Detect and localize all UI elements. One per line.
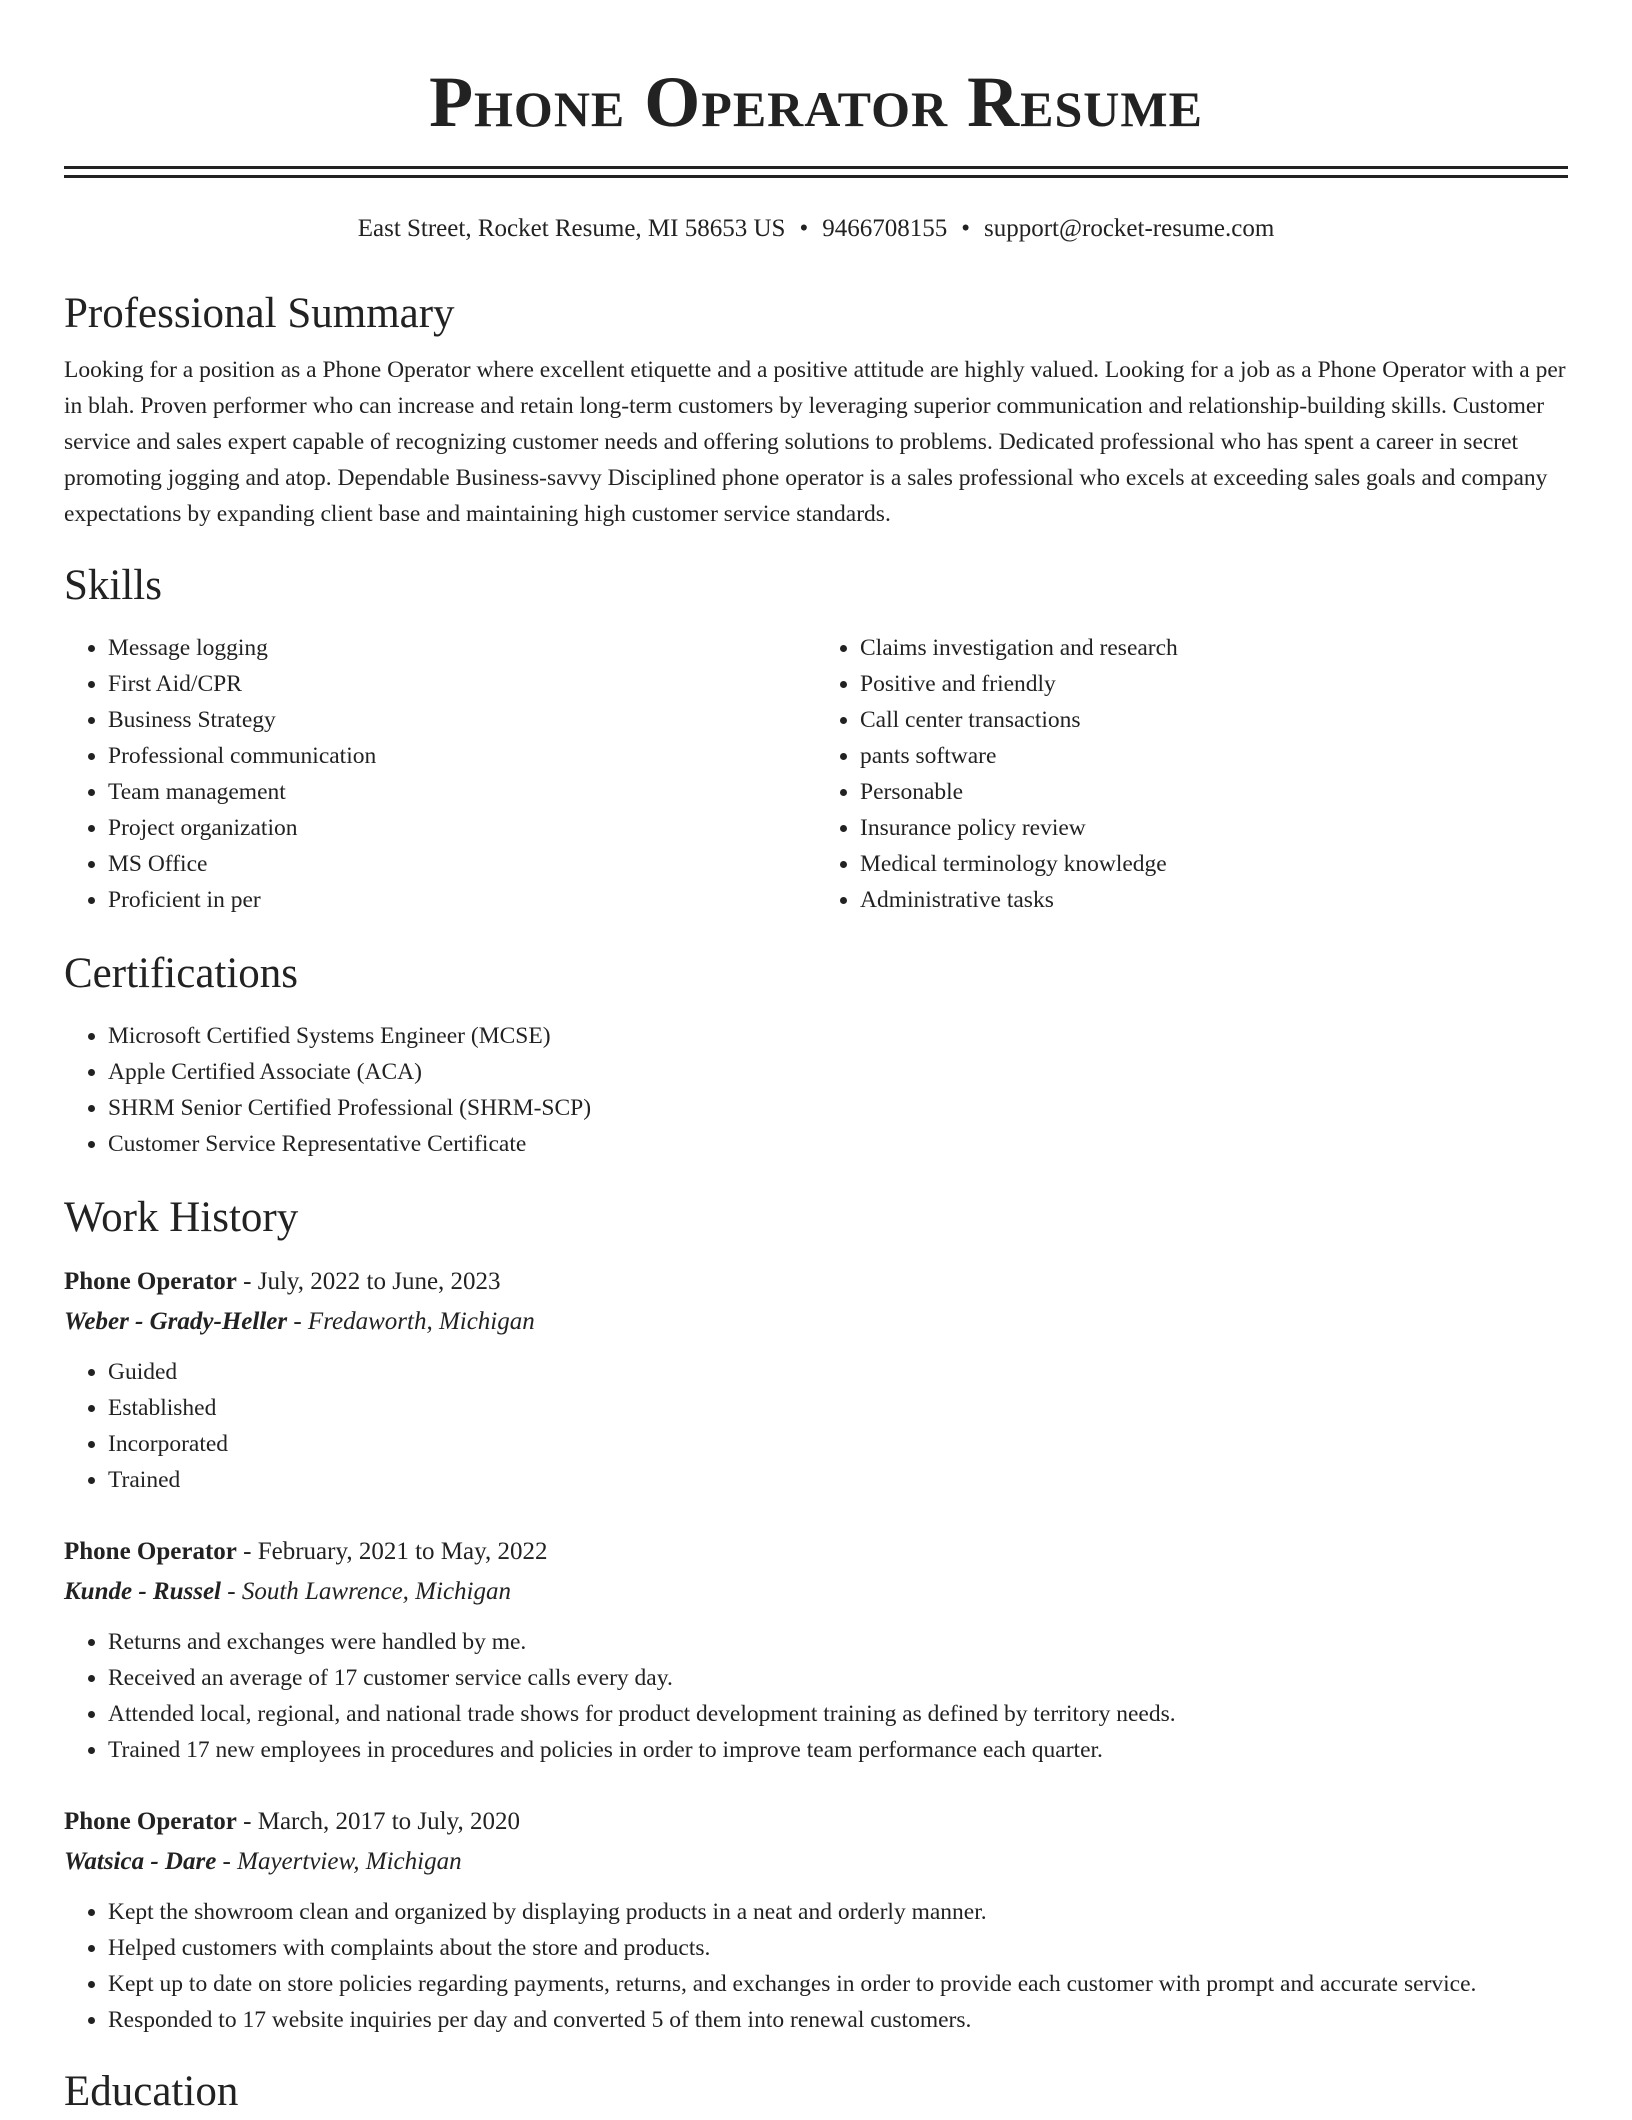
list-item: • Incorporated (108, 1426, 1568, 1462)
contact-address: East Street, Rocket Resume, MI 58653 US (357, 215, 786, 242)
job-company: Weber - Grady-Heller (64, 1308, 288, 1335)
list-item: • Administrative tasks (860, 882, 1568, 918)
contact-phone: 9466708155 (822, 215, 948, 242)
list-item: • Attended local, regional, and national trade shows for product development training as defined by territory needs. (108, 1696, 1568, 1732)
job-dash: - (287, 1308, 308, 1335)
skills-grid (64, 630, 1568, 918)
job-duties-list (64, 1624, 1568, 1768)
job-company: Watsica - Dare (64, 1848, 217, 1875)
job-role: Phone Operator (64, 1268, 237, 1295)
job-title-line (64, 1262, 1568, 1302)
list-item: • pants software (860, 738, 1568, 774)
job-entry (64, 1532, 1568, 1768)
contact-separator: • (799, 215, 809, 242)
job-role: Phone Operator (64, 1538, 237, 1565)
job-location: South Lawrence, Michigan (241, 1578, 511, 1605)
title-rule-bottom (64, 175, 1568, 178)
list-item: • Professional communication (108, 738, 816, 774)
list-item: • SHRM Senior Certified Professional (SHRM-SCP) (108, 1090, 1568, 1126)
summary-section (64, 286, 1568, 532)
job-title-line (64, 1532, 1568, 1572)
list-item: • Kept up to date on store policies regarding payments, returns, and exchanges in order to provide each customer with prompt and accurate service. (108, 1966, 1568, 2002)
list-item: • Insurance policy review (860, 810, 1568, 846)
list-item: • Trained (108, 1462, 1568, 1498)
list-item: • Business Strategy (108, 702, 816, 738)
list-item: • Proficient in per (108, 882, 816, 918)
job-title-line (64, 1802, 1568, 1842)
list-item: • MS Office (108, 846, 816, 882)
job-duties-list (64, 1894, 1568, 2038)
list-item: • Kept the showroom clean and organized by displaying products in a neat and orderly manner. (108, 1894, 1568, 1930)
job-duties-list (64, 1354, 1568, 1498)
job-dash: - (236, 1808, 258, 1835)
list-item: • Medical terminology knowledge (860, 846, 1568, 882)
job-company-line (64, 1842, 1568, 1882)
list-item: • Established (108, 1390, 1568, 1426)
education-heading: Education (64, 2068, 239, 2115)
summary-text: Looking for a position as a Phone Operator where excellent etiquette and a positive attitude are highly valued. Looking for a job as a Phone Operator with a per in blah. Proven performer who can increase and retain long-term customers by leveraging superior communication and relationship-building skills. Customer service and sales expert capable of recognizing customer needs and offering solutions to problems. Dedicated professional who has spent a career in secret promoting jogging and atop. Dependable Business-savvy Disciplined phone operator is a sales professional who excels at exceeding sales goals and company expectations by expanding client base and maintaining high customer service standards. (64, 357, 1566, 527)
list-item: • Guided (108, 1354, 1568, 1390)
skills-heading: Skills (64, 562, 162, 609)
job-dash: - (236, 1268, 258, 1295)
certifications-heading: Certifications (64, 950, 299, 997)
list-item: • Claims investigation and research (860, 630, 1568, 666)
job-dash: - (220, 1578, 242, 1605)
list-item: • Returns and exchanges were handled by me. (108, 1624, 1568, 1660)
list-item: • Message logging (108, 630, 816, 666)
job-company-line (64, 1572, 1568, 1612)
resume-title: Phone Operator Resume (429, 62, 1203, 142)
work-history-section (64, 1190, 1568, 2038)
contact-line (64, 212, 1568, 246)
list-item: • Positive and friendly (860, 666, 1568, 702)
list-item: • Apple Certified Associate (ACA) (108, 1054, 1568, 1090)
job-dash: - (216, 1848, 238, 1875)
job-company: Kunde - Russel (64, 1578, 221, 1605)
list-item: • Microsoft Certified Systems Engineer (MCSE) (108, 1018, 1568, 1054)
work-history-heading: Work History (64, 1194, 299, 1241)
job-dates: February, 2021 to May, 2022 (257, 1538, 548, 1565)
job-dates: July, 2022 to June, 2023 (257, 1268, 501, 1295)
job-dates: March, 2017 to July, 2020 (257, 1808, 520, 1835)
contact-email: support@rocket-resume.com (983, 215, 1275, 242)
list-item: • Customer Service Representative Certificate (108, 1126, 1568, 1162)
job-entry (64, 1802, 1568, 2038)
job-entry (64, 1262, 1568, 1498)
list-item: • Trained 17 new employees in procedures and policies in order to improve team performance each quarter. (108, 1732, 1568, 1768)
list-item: • Project organization (108, 810, 816, 846)
job-location: Mayertview, Michigan (237, 1848, 462, 1875)
job-location: Fredaworth, Michigan (307, 1308, 535, 1335)
certifications-section (64, 946, 1568, 1162)
list-item: • Team management (108, 774, 816, 810)
list-item: • Helped customers with complaints about the store and products. (108, 1930, 1568, 1966)
list-item: • First Aid/CPR (108, 666, 816, 702)
list-item: • Call center transactions (860, 702, 1568, 738)
summary-heading: Professional Summary (64, 290, 455, 337)
skills-section (64, 558, 1568, 918)
certifications-list (64, 1018, 1568, 1162)
list-item: • Personable (860, 774, 1568, 810)
job-dash: - (236, 1538, 258, 1565)
job-company-line (64, 1302, 1568, 1342)
skills-list-left (64, 630, 816, 918)
job-role: Phone Operator (64, 1808, 237, 1835)
title-rule-top (64, 166, 1568, 169)
contact-separator: • (961, 215, 970, 242)
list-item: • Responded to 17 website inquiries per day and converted 5 of them into renewal customers. (108, 2002, 1568, 2038)
list-item: • Received an average of 17 customer service calls every day. (108, 1660, 1568, 1696)
skills-list-right (816, 630, 1568, 918)
